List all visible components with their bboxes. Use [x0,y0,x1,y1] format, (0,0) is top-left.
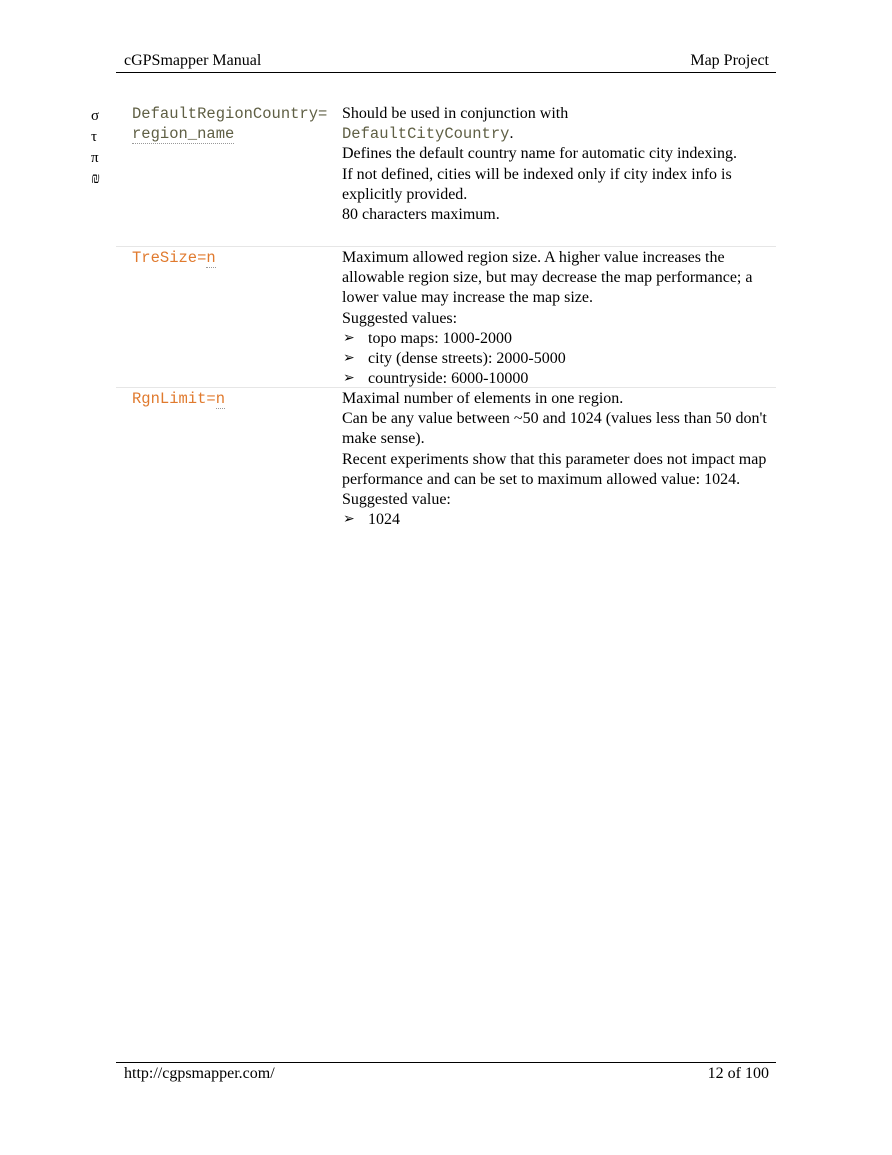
list-item [342,510,778,530]
desc-line: Should be used in conjunction with [342,105,569,122]
desc-line: Can be any value between ~50 and 1024 (values less than 50 don't make sense). [342,410,767,448]
sheqel-symbol: ₪ [91,171,101,187]
list-item-text: city (dense streets): 2000-5000 [368,350,566,368]
param-key-name: DefaultRegionCountry= [132,105,328,123]
param-description [342,248,778,389]
list-item-text: 1024 [368,511,400,529]
desc-code: DefaultCityCountry [342,125,510,144]
desc-line: Maximal number of elements in one region. [342,390,624,407]
sigma-symbol: σ [91,108,100,124]
list-item [342,329,778,349]
arrow-bullet-icon: ➢ [343,371,355,387]
page-number: 12 of 100 [707,1065,769,1082]
tau-symbol: τ [91,129,98,145]
bullet-list [342,510,778,530]
desc-line: Suggested value: [342,491,451,509]
desc-line: Suggested values: [342,309,458,327]
param-row-rgn-limit [116,387,776,529]
param-description [342,104,778,225]
param-row-tre-size [116,246,776,388]
param-description [342,389,778,530]
param-key [132,104,332,144]
param-key [132,389,332,409]
bullet-list [342,329,778,390]
page-header [116,52,776,73]
desc-code-suffix: . [509,125,514,143]
param-key [132,248,332,268]
pi-symbol: π [91,150,99,166]
page-footer [116,1062,776,1085]
header-section: Map Project [690,52,769,69]
param-key-name: TreSize= [132,249,207,267]
arrow-bullet-icon: ➢ [343,330,355,346]
param-key-arg: n [215,390,226,408]
param-key-name: RgnLimit= [132,390,216,408]
desc-code-line [342,124,778,144]
desc-line: If not defined, cities will be indexed only if city index info is explicitly provided. [342,165,732,203]
list-item-text: topo maps: 1000-2000 [368,329,512,347]
desc-line: Defines the default country name for automatic city indexing. [342,145,737,163]
desc-line: 80 characters maximum. [342,206,500,224]
desc-line: Maximum allowed region size. A higher value increases the allowable region size, but may decrease the map performance; a lower value may increase the map size. [342,249,753,307]
list-item-text: countryside: 6000-10000 [368,370,529,388]
arrow-bullet-icon: ➢ [343,351,355,367]
arrow-bullet-icon: ➢ [343,512,355,528]
param-key-arg: n [206,249,216,267]
footer-url[interactable]: http://cgpsmapper.com/ [124,1065,275,1082]
param-key-arg: region_name [132,125,235,143]
header-title: cGPSmapper Manual [124,52,262,69]
list-item [342,349,778,369]
desc-line: Recent experiments show that this parameter does not impact map performance and can be set to maximum allowed value: 1024. [342,450,767,488]
margin-symbols [91,106,113,190]
